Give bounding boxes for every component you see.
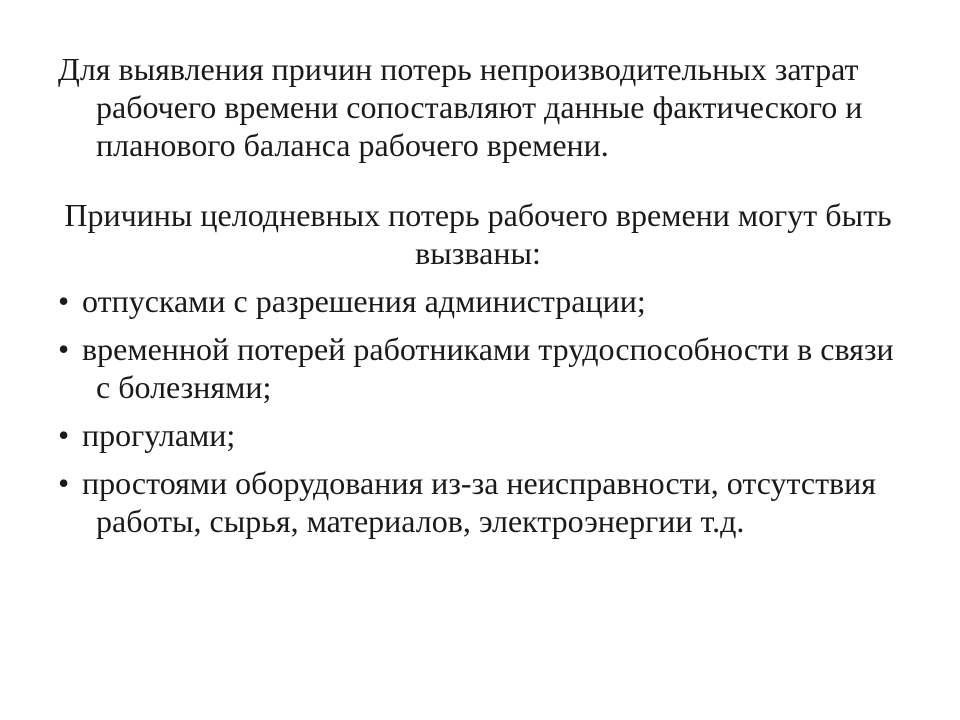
- bullet-item-leave: [58, 282, 898, 320]
- bullet-marker: •: [58, 283, 70, 319]
- bullet-text: простоями оборудования из-за неисправности, отсутствия работы, сырья, материалов, электроэнергии т.д.: [82, 465, 876, 539]
- bullet-marker: •: [58, 417, 70, 453]
- bullet-text: прогулами;: [82, 417, 236, 453]
- bullet-item-illness: [58, 330, 898, 406]
- bullet-marker: •: [58, 465, 70, 501]
- causes-subheading: Причины целодневных потерь рабочего времени могут быть вызваны:: [64, 197, 892, 271]
- bullet-text: отпусками с разрешения администрации;: [82, 283, 646, 319]
- bullet-item-absenteeism: [58, 416, 898, 454]
- bullet-marker: •: [58, 331, 70, 367]
- slide-text-block: [58, 50, 898, 550]
- bullet-item-downtime: [58, 464, 898, 540]
- bullet-text: временной потерей работниками трудоспособности в связи с болезнями;: [82, 331, 894, 405]
- intro-paragraph: Для выявления причин потерь непроизводительных затрат рабочего времени сопоставляют данные фактического и планового баланса рабочего времени.: [58, 51, 863, 163]
